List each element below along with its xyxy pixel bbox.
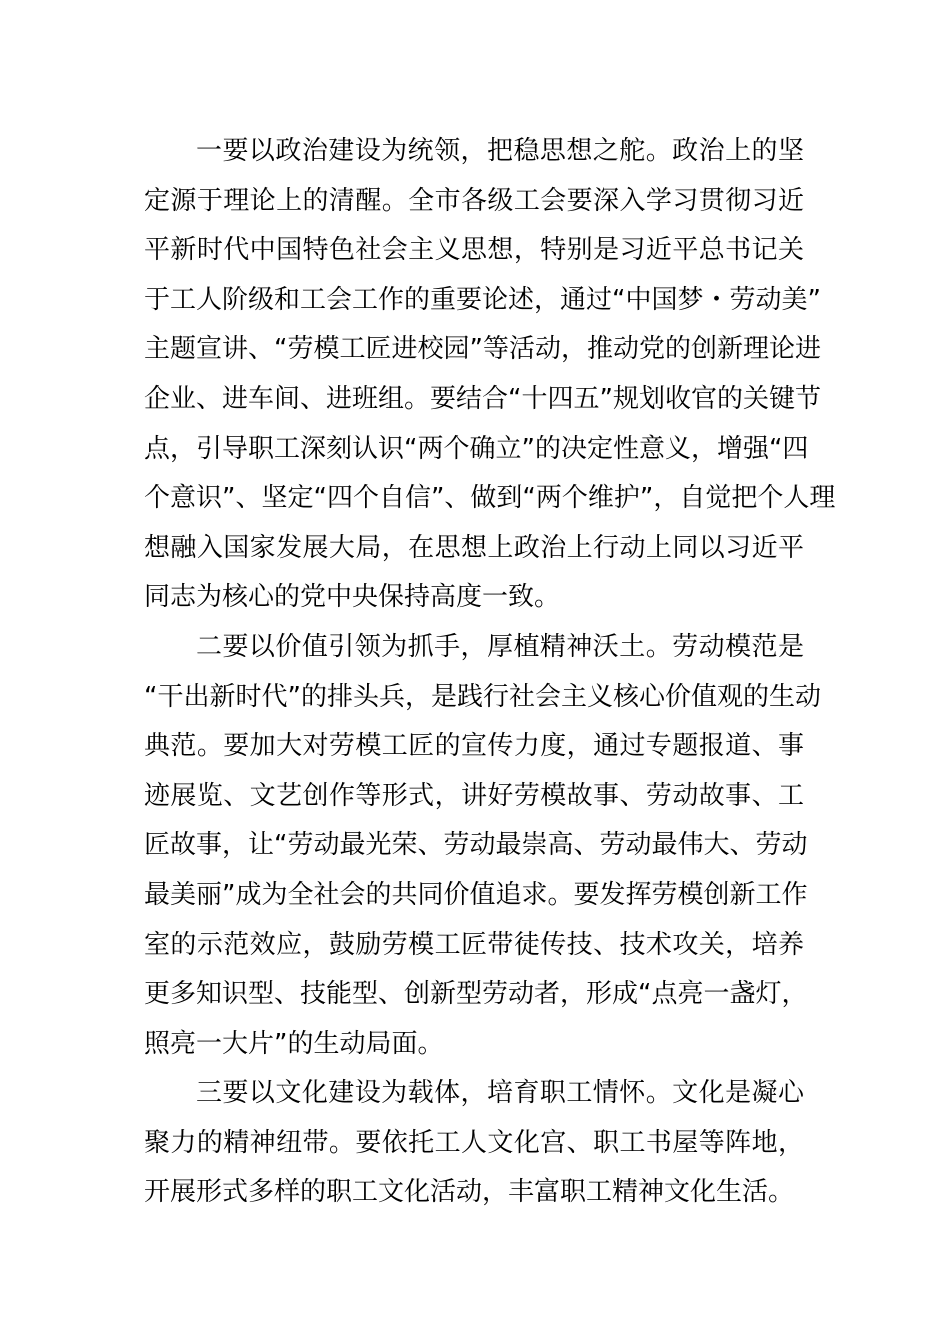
paragraph-line: 聚力的精神纽带。要依托工人文化宫、职工书屋等阵地，: [144, 1127, 804, 1158]
paragraph-line: 三要以文化建设为载体，培育职工情怀。文化是凝心: [196, 1078, 804, 1109]
paragraph-line: 二要以价值引领为抓手，厚植精神沃土。劳动模范是: [196, 631, 804, 662]
paragraph-line: “干出新时代”的排头兵，是践行社会主义核心价值观的生动: [144, 681, 821, 712]
paragraph-value-guidance: [144, 623, 821, 1069]
paragraph-line: 最美丽”成为全社会的共同价值追求。要发挥劳模创新工作: [144, 879, 808, 910]
paragraph-line: 室的示范效应，鼓励劳模工匠带徒传技、技术攻关，培养: [144, 929, 804, 960]
paragraph-line: 同志为核心的党中央保持高度一致。: [144, 582, 561, 613]
paragraph-line: 匠故事，让“劳动最光荣、劳动最崇高、劳动最伟大、劳动: [144, 830, 808, 861]
paragraph-line: 更多知识型、技能型、创新型劳动者，形成“点亮一盏灯，: [144, 979, 808, 1010]
paragraph-line: 于工人阶级和工会工作的重要论述，通过“中国梦・劳动美”: [144, 284, 821, 315]
paragraph-political-construction: [144, 127, 836, 623]
paragraph-line: 一要以政治建设为统领，把稳思想之舵。政治上的坚: [196, 136, 804, 166]
paragraph-line: 企业、进车间、进班组。要结合“十四五”规划收官的关键节: [144, 383, 821, 414]
paragraph-line: 平新时代中国特色社会主义思想，特别是习近平总书记关: [144, 235, 804, 266]
paragraph-line: 主题宣讲、“劳模工匠进校园”等活动，推动党的创新理论进: [144, 334, 821, 365]
paragraph-line: 点，引导职工深刻认识“两个确立”的决定性意义，增强“四: [144, 433, 809, 464]
paragraph-line: 照亮一大片”的生动局面。: [144, 1028, 444, 1059]
paragraph-cultural-construction: [144, 1069, 804, 1218]
paragraph-line: 个意识”、坚定“四个自信”、做到“两个维护”，自觉把个人理: [144, 483, 836, 514]
paragraph-line: 想融入国家发展大局，在思想上政治上行动上同以习近平: [144, 532, 804, 563]
paragraph-line: 典范。要加大对劳模工匠的宣传力度，通过专题报道、事: [144, 731, 804, 762]
document-body: [144, 127, 836, 1218]
paragraph-line: 迹展览、文艺创作等形式，讲好劳模故事、劳动故事、工: [144, 780, 804, 811]
paragraph-line: 开展形式多样的职工文化活动，丰富职工精神文化生活。: [144, 1177, 795, 1208]
paragraph-line: 定源于理论上的清醒。全市各级工会要深入学习贯彻习近: [144, 185, 804, 216]
